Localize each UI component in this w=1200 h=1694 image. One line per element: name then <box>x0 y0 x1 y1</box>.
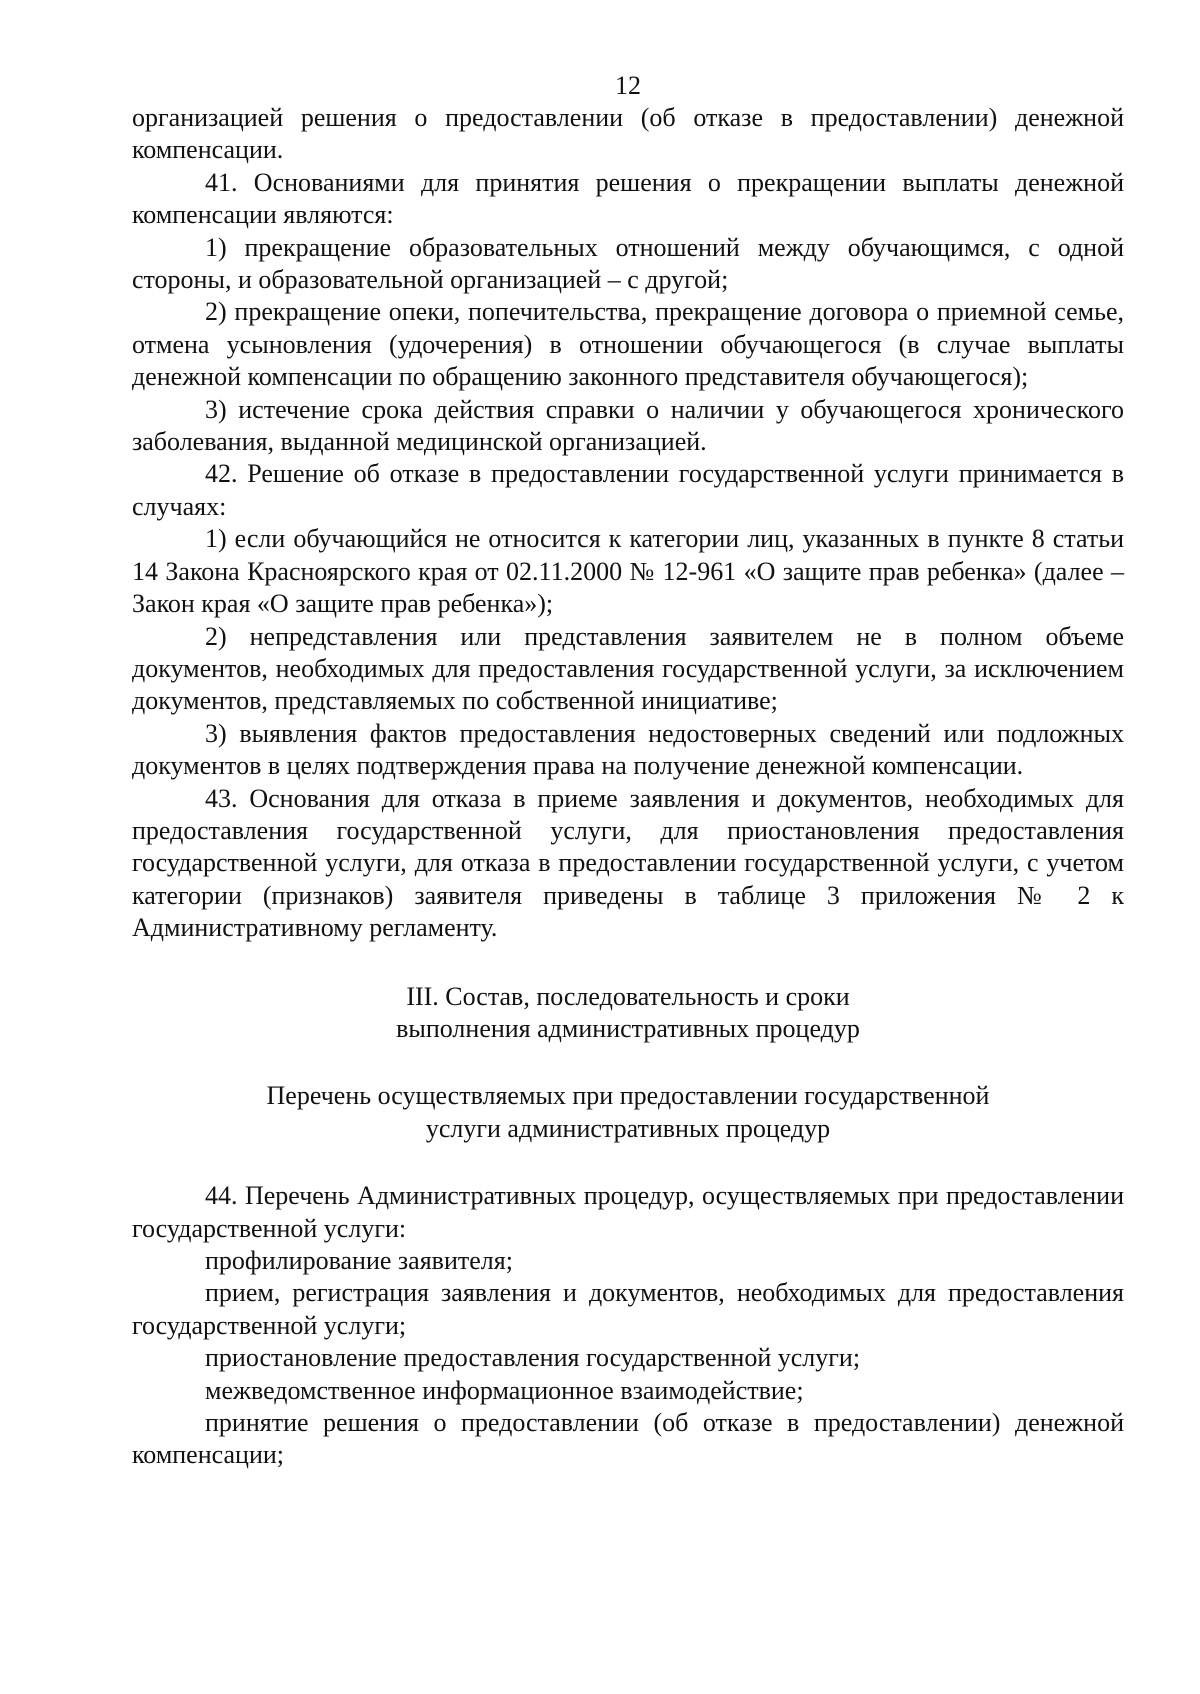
section-heading-line-2: выполнения административных процедур <box>396 1013 860 1043</box>
paragraph-41-item-2: 2) прекращение опеки, попечительства, прекращение договора о приемной семье, отмена усыновления (удочерения) в отношении обучающегося (в случае выплаты денежной компенсации по обращению законного представителя обучающегося); <box>132 297 1124 392</box>
section-heading <box>132 981 1124 1046</box>
section-heading-line-1: III. Состав, последовательность и сроки <box>406 981 850 1011</box>
document-page <box>132 70 1124 1472</box>
procedure-item: межведомственное информационное взаимодействие; <box>205 1375 804 1405</box>
paragraph-42-item-2: 2) непредставления или представления заявителем не в полном объеме документов, необходимых для предоставления государственной услуги, за исключением документов, представляемых по собственной инициативе; <box>132 621 1124 716</box>
sub-heading <box>132 1080 1124 1145</box>
paragraph-41: 41. Основаниями для принятия решения о прекращении выплаты денежной компенсации являются: <box>132 167 1124 230</box>
paragraph-43: 43. Основания для отказа в приеме заявления и документов, необходимых для предоставления государственной услуги, для приостановления предоставления государственной услуги, для отказа в предоставлении государственной услуги, с учетом категории (признаков) заявителя приведены в таблице 3 приложения № 2 к Административному регламенту. <box>132 783 1124 943</box>
body-top <box>132 102 1124 945</box>
procedure-item: приостановление предоставления государственной услуги; <box>205 1343 861 1373</box>
paragraph-44: 44. Перечень Административных процедур, осуществляемых при предоставлении государственной услуги: <box>132 1181 1124 1243</box>
paragraph-41-item-3: 3) истечение срока действия справки о наличии у обучающегося хронического заболевания, выданной медицинской организацией. <box>132 394 1124 457</box>
sub-heading-line-1: Перечень осуществляемых при предоставлении государственной <box>266 1081 990 1111</box>
paragraph-41-item-1: 1) прекращение образовательных отношений между обучающимся, с одной стороны, и образовательной организацией – с другой; <box>132 232 1124 295</box>
procedure-item: профилирование заявителя; <box>205 1246 513 1275</box>
body-bottom <box>132 1180 1124 1472</box>
paragraph-42-item-3: 3) выявления фактов предоставления недостоверных сведений или подложных документов в целях подтверждения права на получение денежной компенсации. <box>132 718 1124 781</box>
sub-heading-line-2: услуги административных процедур <box>425 1113 831 1143</box>
procedure-item: прием, регистрация заявления и документов, необходимых для предоставления государственной услуги; <box>132 1278 1124 1340</box>
paragraph-continuation: организацией решения о предоставлении (об отказе в предоставлении) денежной компенсации. <box>132 103 1124 165</box>
page-number: 12 <box>615 71 641 100</box>
paragraph-42: 42. Решение об отказе в предоставлении государственной услуги принимается в случаях: <box>132 459 1124 521</box>
procedure-item: принятие решения о предоставлении (об отказе в предоставлении) денежной компенсации; <box>132 1408 1124 1470</box>
paragraph-42-item-1: 1) если обучающийся не относится к категории лиц, указанных в пункте 8 статьи 14 Закона Красноярского края от 02.11.2000 № 12-961 «О защите прав ребенка» (далее – Закон края «О защите прав ребенка»); <box>132 524 1124 619</box>
